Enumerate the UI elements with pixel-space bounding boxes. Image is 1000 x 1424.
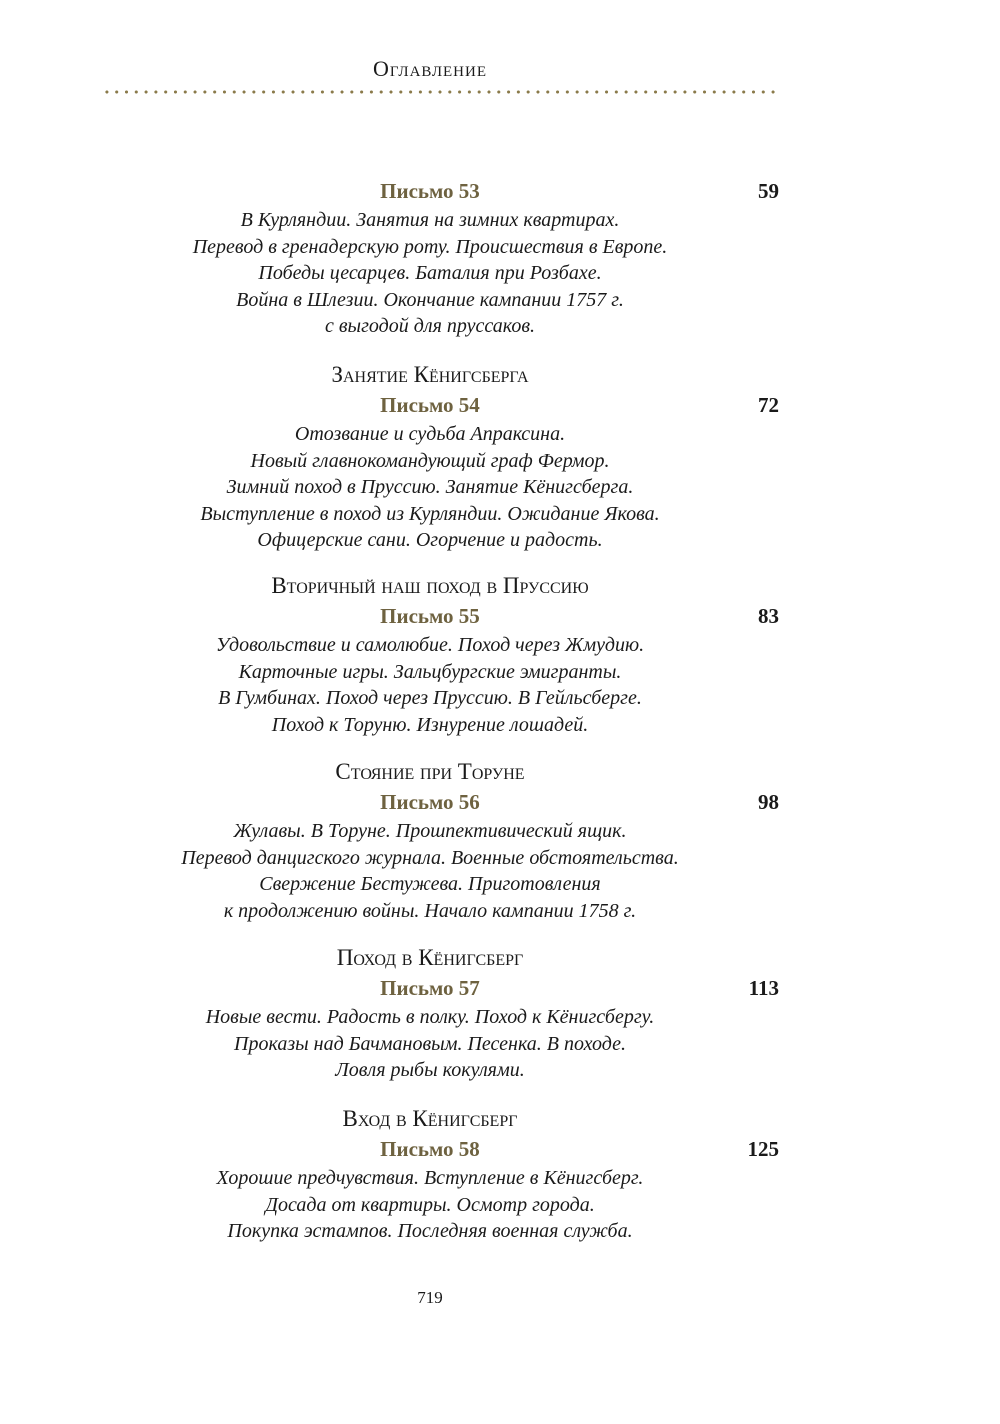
page-number[interactable]: 59 bbox=[758, 179, 779, 203]
description-line: Новый главнокомандующий граф Фермор. bbox=[250, 449, 610, 472]
page-header-title: Оглавление bbox=[372, 56, 488, 81]
description-line: Перевод данцигского журнала. Военные обстоятельства. bbox=[181, 846, 679, 869]
description-line: Война в Шлезии. Окончание кампании 1757 г. bbox=[236, 288, 624, 311]
letter-row bbox=[0, 1134, 1000, 1164]
page-number[interactable]: 125 bbox=[747, 1137, 779, 1161]
dotted-divider bbox=[102, 90, 778, 94]
letter-row bbox=[0, 390, 1000, 420]
description-line: Отозвание и судьба Апраксина. bbox=[294, 423, 566, 445]
toc-entry bbox=[0, 943, 1000, 1084]
section-title: Стояние при Торуне bbox=[335, 759, 525, 784]
description-line: Офицерские сани. Огорчение и радость. bbox=[257, 529, 603, 551]
entry-description bbox=[0, 421, 860, 554]
description-line: Проказы над Бачмановым. Песенка. В походе. bbox=[234, 1032, 626, 1055]
entry-description bbox=[0, 1165, 860, 1245]
entry-description bbox=[0, 1004, 860, 1084]
description-line: В Курляндии. Занятия на зимних квартирах. bbox=[240, 209, 620, 231]
description-line: Победы цесарцев. Баталия при Розбахе. bbox=[258, 262, 602, 284]
description-line: Выступление в поход из Курляндии. Ожидание Якова. bbox=[200, 502, 660, 525]
letter-row bbox=[0, 176, 1000, 206]
description-line: Свержение Бестужева. Приготовления bbox=[259, 873, 601, 895]
letter-row bbox=[0, 973, 1000, 1003]
description-line: с выгодой для пруссаков. bbox=[324, 315, 536, 337]
description-line: Удовольствие и самолюбие. Поход через Жмудию. bbox=[215, 634, 645, 656]
letter-title[interactable]: Письмо 55 bbox=[380, 604, 480, 628]
description-line: Зимний поход в Пруссию. Занятие Кёнигсберга. bbox=[226, 476, 634, 498]
folio-page-number: 719 bbox=[417, 1288, 443, 1307]
description-line: Карточные игры. Зальцбургские эмигранты. bbox=[238, 660, 622, 683]
entry-description bbox=[0, 207, 860, 340]
letter-row bbox=[0, 787, 1000, 817]
letter-title[interactable]: Письмо 56 bbox=[380, 790, 480, 814]
description-line: Покупка эстампов. Последняя военная служба. bbox=[227, 1220, 633, 1242]
description-line: к продолжению войны. Начало кампании 1758 г. bbox=[223, 899, 637, 922]
description-line: Ловля рыбы кокулями. bbox=[335, 1059, 525, 1081]
page-number[interactable]: 113 bbox=[748, 976, 779, 1000]
section-title: Поход в Кёнигсберг bbox=[336, 945, 524, 970]
toc-entry bbox=[0, 176, 1000, 340]
toc-entry bbox=[0, 571, 1000, 738]
page-number[interactable]: 98 bbox=[758, 790, 779, 814]
section-title: Вторичный наш поход в Пруссию bbox=[271, 573, 589, 598]
section-title: Вход в Кёнигсберг bbox=[342, 1106, 518, 1131]
description-line: Досада от квартиры. Осмотр города. bbox=[265, 1193, 595, 1216]
description-line: Поход к Торуню. Изнурение лошадей. bbox=[271, 713, 589, 736]
page-number[interactable]: 72 bbox=[758, 393, 779, 417]
description-line: Хорошие предчувствия. Вступление в Кёнигсберг. bbox=[216, 1167, 644, 1189]
section-title: Занятие Кёнигсберга bbox=[331, 362, 529, 387]
letter-title[interactable]: Письмо 57 bbox=[380, 976, 480, 1000]
toc-entry bbox=[0, 1104, 1000, 1245]
letter-title[interactable]: Письмо 54 bbox=[380, 393, 480, 417]
description-line: Новые вести. Радость в полку. Поход к Кёнигсбергу. bbox=[205, 1006, 655, 1028]
letter-row bbox=[0, 601, 1000, 631]
toc-entry bbox=[0, 757, 1000, 924]
toc-entry bbox=[0, 360, 1000, 554]
entry-description bbox=[0, 818, 860, 924]
description-line: Жулавы. В Торуне. Прошпективический ящик. bbox=[233, 820, 627, 842]
letter-title[interactable]: Письмо 53 bbox=[380, 179, 480, 203]
description-line: Перевод в гренадерскую роту. Происшествия в Европе. bbox=[192, 235, 668, 258]
entry-description bbox=[0, 632, 860, 738]
letter-title[interactable]: Письмо 58 bbox=[380, 1137, 480, 1161]
page-number[interactable]: 83 bbox=[758, 604, 779, 628]
description-line: В Гумбинах. Поход через Пруссию. В Гейльсберге. bbox=[218, 687, 642, 709]
